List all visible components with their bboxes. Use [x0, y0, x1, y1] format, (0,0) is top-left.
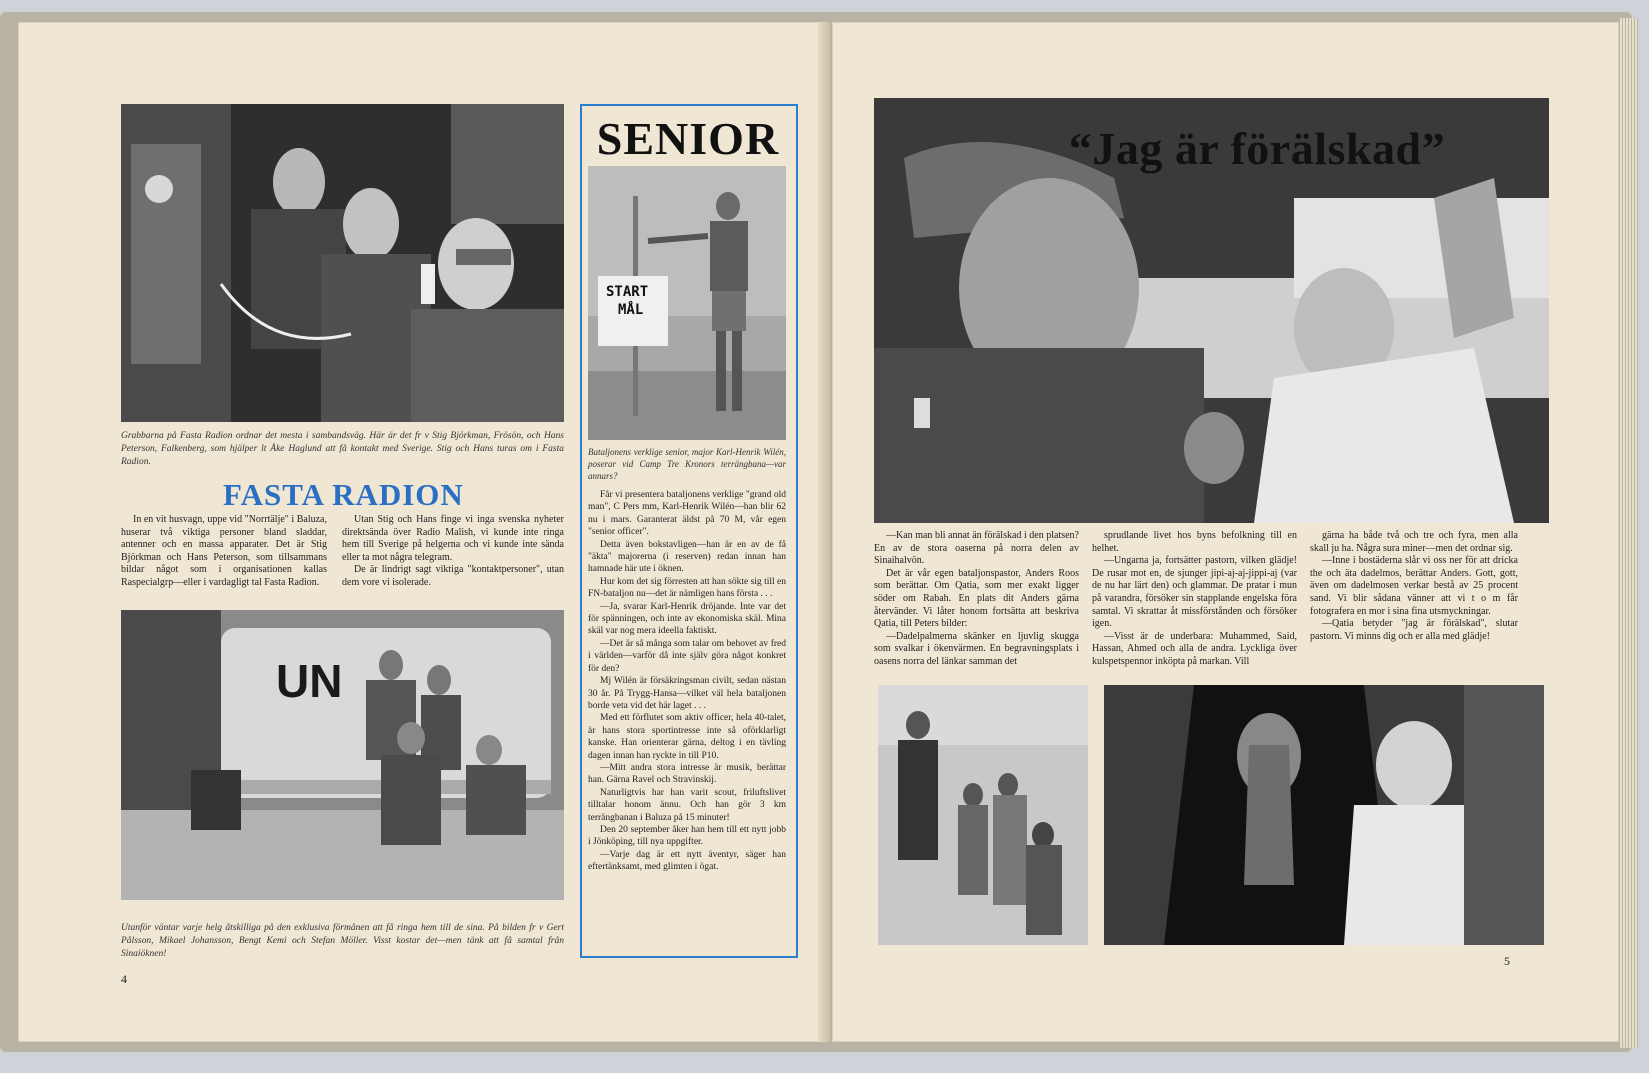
right-page-number: 5	[1504, 954, 1510, 968]
radio-column-2	[342, 514, 564, 590]
senior-paragraph: —Varje dag är ett nytt äventyr, säger han eftertänksamt, med glimten i ögat.	[588, 849, 786, 873]
senior-paragraph: —Ja, svarar Karl-Henrik dröjande. Inte var det för spänningen, och inte av ekonomiska skäl. Mina skäl var nog mera ideella faktiskt.	[588, 601, 786, 637]
radio-photo-caption: Grabbarna på Fasta Radion ordnar det mesta i sambandsväg. Här är det fr v Stig Björkman, Frösön, och Hans Peterson, Falkenberg, som hjälper lt Åke Haglund att få kontakt med Sverige. Stig och Hans turas om i Fasta Radion.	[121, 431, 564, 467]
left-page-number: 4	[121, 972, 127, 986]
article-paragraph: gärna ha både två och tre och fyra, men alla skall ju ha. Några sura miner—men det ordnar sig.	[1310, 530, 1518, 554]
photo-veiled-mother	[1104, 685, 1544, 945]
senior-paragraph: —Det är så många som talar om behovet av fred i världen—varför då inte själv göra något konkret för den?	[588, 638, 786, 674]
senior-title: SENIOR	[596, 113, 780, 164]
senior-box	[580, 104, 798, 958]
photo-children-group	[878, 685, 1088, 945]
radio-col1-text: In en vit husvagn, uppe vid "Norrtälje" i Baluza, huserar två viktiga personer bland sladdar, antenner och en massa apparater. Det är Stig Björkman och Hans Peterson, som tillsammans bildar något som i organisationen kallas Raspecialgrp—eller i vardagligt tal Fasta Radion.	[121, 514, 327, 588]
article-paragraph: —Qatia betyder "jag är förälskad", slutar pastorn. Vi minns dig och er alla med glädje!	[1310, 618, 1518, 642]
photo-radio-operators	[121, 104, 564, 422]
radio-column-1	[121, 514, 327, 590]
article-paragraph: —Dadelpalmerna skänker en ljuvlig skugga som svalkar i ökenvärmen. En begravningsplats i oasens norra del länkar samman det	[874, 630, 1079, 667]
right-page	[832, 22, 1619, 1042]
photo-un-vehicle	[121, 610, 564, 900]
senior-paragraph: Naturligtvis har han varit scout, friluftslivet tilltalar honom ännu. Och han gör 3 km terrängbanan i Baluza på 15 minuter!	[588, 787, 786, 823]
page-edges	[1620, 18, 1638, 1048]
senior-column	[588, 489, 786, 874]
article-paragraph: —Visst är de underbara: Muhammed, Said, Hassan, Ahmed och alla de andra. Lyckliga över kulspetspennor inköpta på markan. Vill	[1092, 630, 1297, 667]
senior-paragraph: Får vi presentera bataljonens verklige "grand old man", C Pers mm, Karl-Henrik Wilén—han blir 62 nu i mars. Garanterat äldst på 70 M, vår egen "senior officer".	[588, 490, 786, 538]
article-paragraph: —Inne i bostäderna slår vi oss ner för att dricka the och äta dadelmos, berättar Anders. Gott, gott, även om dadelmosen verkar bestå av 25 procent sand. Vi blir sådana vänner att vi t o m får fotografera en mor i sina fina utsmyckningar.	[1310, 555, 1518, 617]
photo-senior-officer	[588, 166, 786, 440]
senior-paragraph: Detta även bokstavligen—han är en av de få "äkta" majorerna (i reserven) redan innan han hamnade här ute i öknen.	[588, 539, 786, 575]
sign-start-text: START	[606, 284, 649, 300]
senior-paragraph: Hur kom det sig förresten att han sökte sig till en FN-bataljon nu—det är nämligen hans första . . .	[588, 576, 786, 600]
article-paragraph: —Ungarna ja, fortsätter pastorn, vilken glädje! De rusar mot en, de sjunger jipi-aj-aj-jippi-aj (var de nu har lärt den) och glammar. De pratar i mun på varandra, försöker sin stapplande engelska föra samtal. Vi skrattar åt missförstånden och försöker igen.	[1092, 555, 1297, 630]
sign-mal-text: MÅL	[618, 302, 644, 318]
radio-heading: FASTA RADION	[223, 477, 464, 512]
un-sign-text: UN	[276, 655, 343, 707]
radio-col2b-text: De är lindrigt sagt viktiga "kontaktpersoner", utan dem vore vi isolerade.	[342, 564, 564, 588]
article-paragraph: sprudlande livet hos byns befolkning till en helhet.	[1092, 530, 1297, 554]
article-column-2	[1092, 530, 1297, 669]
article-title: “Jag är förälskad”	[1068, 123, 1446, 174]
senior-paragraph: Den 20 september åker han hem till ett nytt jobb i Jönköping, till nya uppgifter.	[588, 824, 786, 848]
senior-paragraph: —Mitt andra stora intresse är musik, berättar han. Gärna Ravel och Stravinskij.	[588, 762, 786, 786]
article-column-1	[874, 530, 1079, 669]
article-paragraph: Det är vår egen bataljonspastor, Anders Roos som berättar. Om Qatia, som mer exakt ligger söder om Rabah. En plats dit Anders gärna återvänder. Vi låter honom fortsätta att beskriva Qatia, till Peters bilder:	[874, 567, 1079, 630]
article-paragraph: —Kan man bli annat än förälskad i den platsen? En av de stora oaserna på norra delen av Sinaihalvön.	[874, 530, 1079, 567]
senior-photo-caption: Bataljonens verklige senior, major Karl-Henrik Wilén, poserar vid Camp Tre Kronors terrängbana—var annars?	[588, 447, 786, 481]
senior-paragraph: Med ett förflutet som aktiv officer, hela 40-talet, är hans stora sportintresse inte så oförklarligt kanske. Han orienterar gärna, deltog i en tävling dagen innan han ryckte in till P10.	[588, 713, 786, 761]
senior-paragraph: Mj Wilén är försäkringsman civilt, sedan nästan 30 år. På Trygg-Hansa—vilket väl hela bataljonen borde veta vid det här laget . . .	[588, 676, 786, 711]
un-photo-caption: Utanför väntar varje helg åtskilliga på den exklusiva förmånen att få ringa hem till de sina. På bilden fr v Gert Pålsson, Mikael Johansson, Bengt Kemi och Stefan Möller. Visst kostar det—men tänk att få samtal från Sinaiöknen!	[121, 923, 564, 959]
article-column-3	[1310, 530, 1518, 643]
radio-col2a-text: Utan Stig och Hans finge vi inga svenska nyheter direktsända över Radio Malish, vi kunde inte ringa hem till Sverige på helgerna och vi kunde inte sända eller ta mot några telegram.	[342, 514, 564, 563]
